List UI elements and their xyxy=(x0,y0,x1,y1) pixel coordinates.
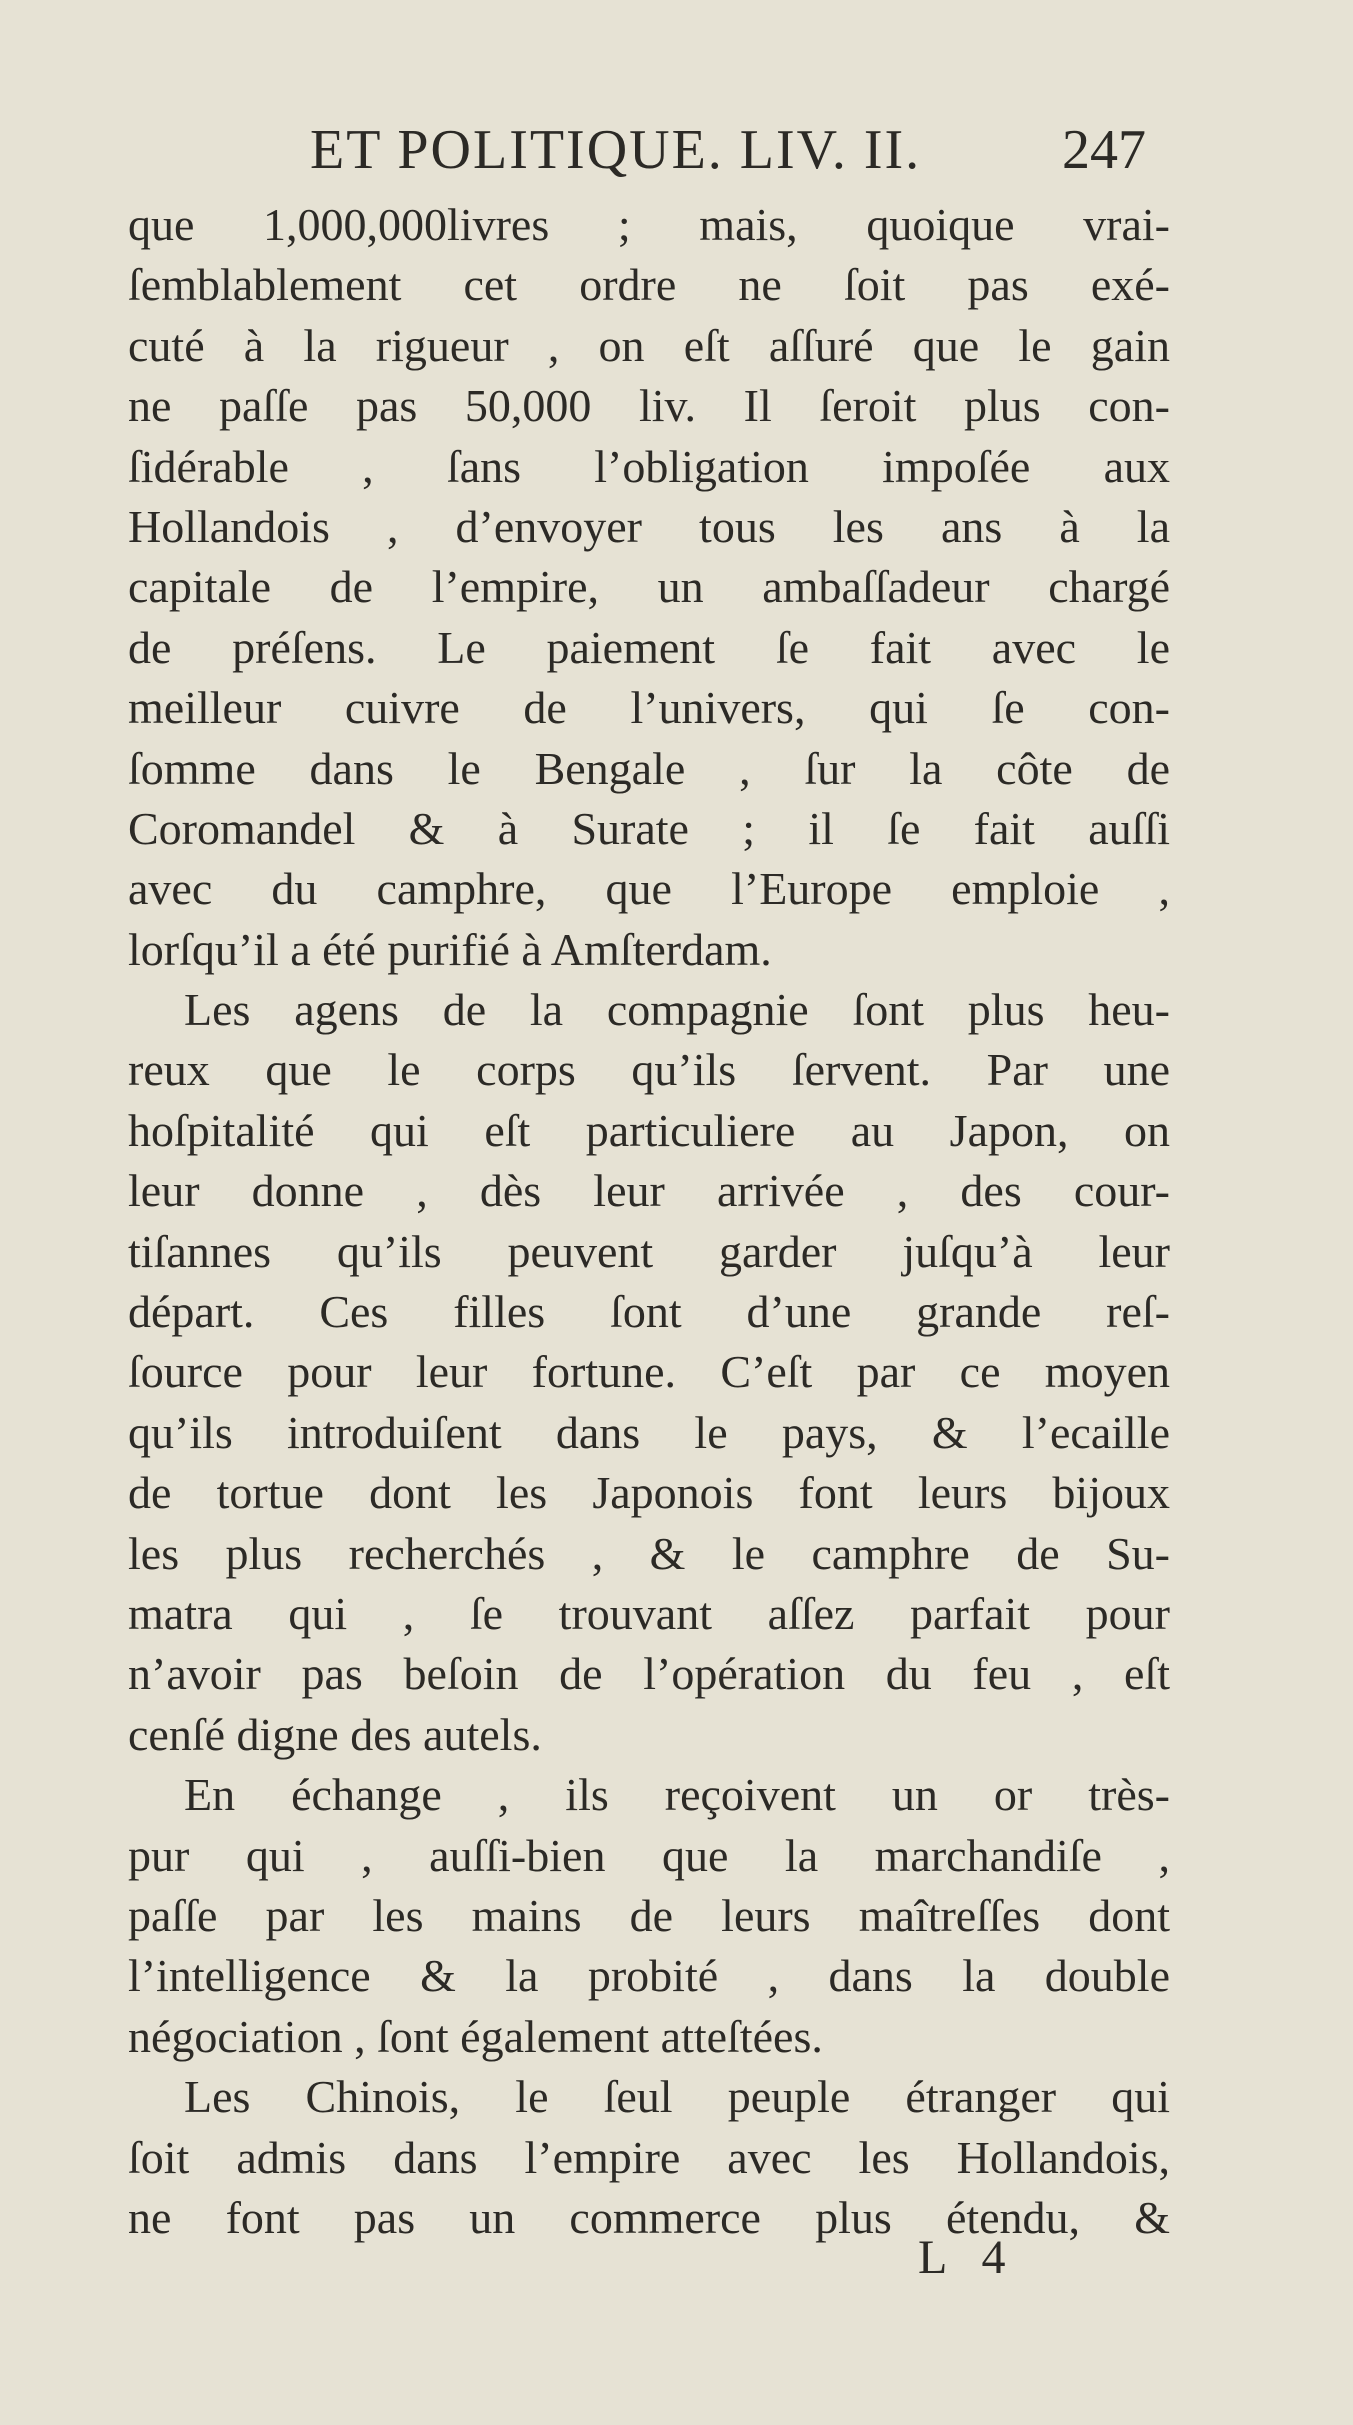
text-line: reux que le corps qu’ils ſervent. Par une xyxy=(128,1044,1170,1096)
text-line: ſemblablement cet ordre ne ſoit pas exé- xyxy=(128,259,1170,311)
text-line: négociation , ſont également atteſtées. xyxy=(128,2010,823,2062)
text-line: Hollandois , d’envoyer tous les ans à la xyxy=(128,500,1170,552)
paragraph-start-line: En échange , ils reçoivent un or très- xyxy=(184,1769,1170,1821)
text-line: ſource pour leur fortune. C’eſt par ce moyen xyxy=(128,1346,1170,1398)
text-line: tiſannes qu’ils peuvent garder juſqu’à leur xyxy=(128,1225,1170,1277)
running-title: ET POLITIQUE. LIV. II. xyxy=(310,119,922,181)
text-line: ſomme dans le Bengale , ſur la côte de xyxy=(128,742,1170,794)
text-line: l’intelligence & la probité , dans la double xyxy=(128,1950,1170,2002)
text-line: ſoit admis dans l’empire avec les Hollandois, xyxy=(128,2131,1170,2183)
page-number: 247 xyxy=(1062,119,1146,181)
text-line: qu’ils introduiſent dans le pays, & l’ecaille xyxy=(128,1406,1170,1458)
text-line: paſſe par les mains de leurs maîtreſſes dont xyxy=(128,1889,1170,1941)
paragraph-start-line: Les Chinois, le ſeul peuple étranger qui xyxy=(184,2071,1170,2123)
text-line: ne font pas un commerce plus étendu, & xyxy=(128,2191,1170,2243)
text-line: n’avoir pas beſoin de l’opération du feu , eſt xyxy=(128,1648,1170,1700)
text-line: hoſpitalité qui eſt particuliere au Japon, on xyxy=(128,1104,1170,1156)
text-line: les plus recherchés , & le camphre de Su- xyxy=(128,1527,1170,1579)
text-line: ne paſſe pas 50,000 liv. Il ſeroit plus con- xyxy=(128,380,1170,432)
text-line: pur qui , auſſi-bien que la marchandiſe , xyxy=(128,1829,1170,1881)
paragraph-start-line: Les agens de la compagnie ſont plus heu- xyxy=(184,984,1170,1036)
text-line: avec du camphre, que l’Europe emploie , xyxy=(128,863,1170,915)
text-line: Coromandel & à Surate ; il ſe fait auſſi xyxy=(128,802,1170,854)
text-line: leur donne , dès leur arrivée , des cour- xyxy=(128,1165,1170,1217)
text-line: meilleur cuivre de l’univers, qui ſe con- xyxy=(128,682,1170,734)
text-line: départ. Ces filles ſont d’une grande reſ- xyxy=(128,1286,1170,1338)
text-line: lorſqu’il a été purifié à Amſterdam. xyxy=(128,923,772,975)
text-line: de préſens. Le paiement ſe fait avec le xyxy=(128,621,1170,673)
text-line: cenſé digne des autels. xyxy=(128,1708,542,1760)
text-line: cuté à la rigueur , on eſt aſſuré que le gain xyxy=(128,319,1170,371)
text-line: que 1,000,000livres ; mais, quoique vrai- xyxy=(128,199,1170,250)
signature-mark: L 4 xyxy=(918,2231,1018,2284)
running-head xyxy=(0,118,1353,188)
text-line: capitale de l’empire, un ambaſſadeur chargé xyxy=(128,561,1170,613)
text-line: matra qui , ſe trouvant aſſez parfait pour xyxy=(128,1587,1170,1639)
text-line: ſidérable , ſans l’obligation impoſée aux xyxy=(128,440,1170,492)
text-line: de tortue dont les Japonois font leurs bijoux xyxy=(128,1467,1170,1519)
body-text xyxy=(128,195,1170,2248)
